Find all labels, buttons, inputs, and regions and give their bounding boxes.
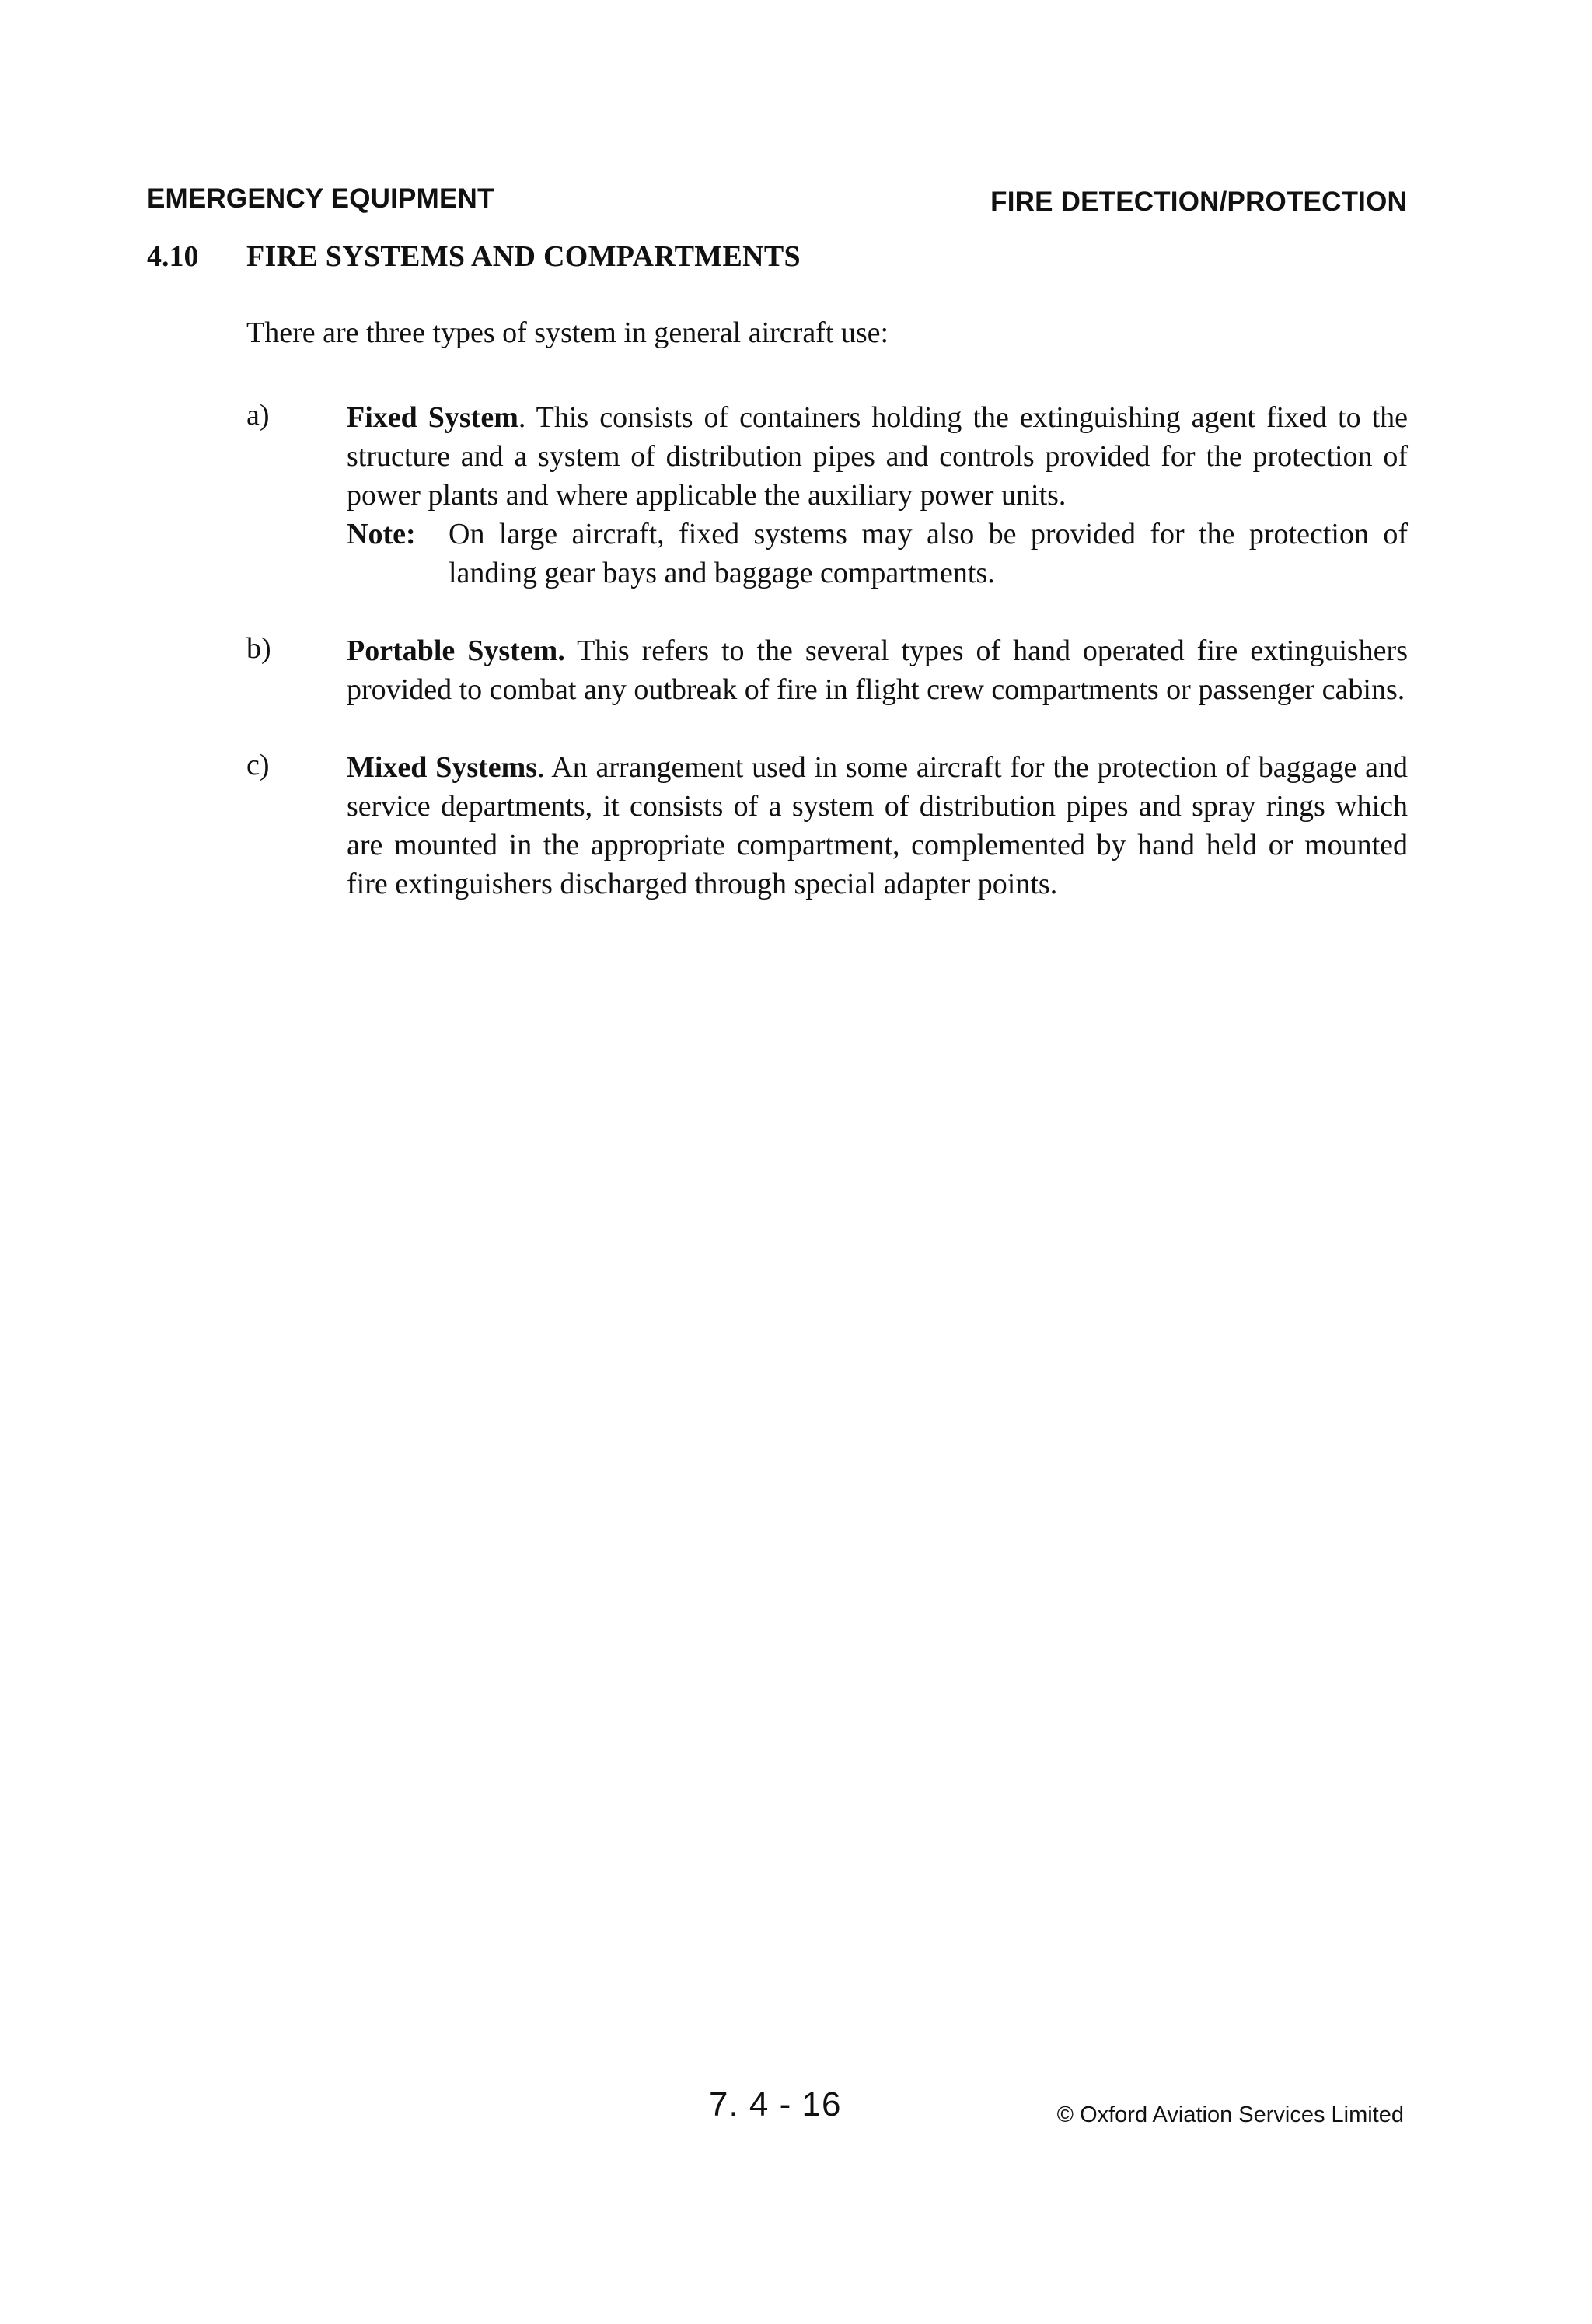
list-item-term: Mixed Systems bbox=[347, 751, 538, 784]
list-item-letter: c) bbox=[246, 749, 270, 781]
list-item-mixed-systems bbox=[246, 748, 1408, 911]
list-item-portable-system bbox=[246, 631, 1408, 717]
list-item-text: This refers to the several types of hand operated fire extinguishers provided to combat any outbreak of fire in flight crew compartments or passenger cabins. bbox=[347, 634, 1408, 706]
note bbox=[347, 515, 1408, 592]
note-text: On large aircraft, fixed systems may also be provided for the protection of landing gear bays and baggage compartments. bbox=[449, 518, 1408, 589]
note-label: Note: bbox=[347, 518, 416, 550]
list-item-letter: a) bbox=[246, 399, 270, 432]
page-number: 7. 4 - 16 bbox=[709, 2085, 842, 2123]
list-item-body bbox=[347, 631, 1408, 709]
running-header-left: EMERGENCY EQUIPMENT bbox=[147, 183, 494, 214]
list-item-term: Fixed System bbox=[347, 401, 518, 434]
copyright-notice: © Oxford Aviation Services Limited bbox=[1056, 2102, 1404, 2127]
section-title: FIRE SYSTEMS AND COMPARTMENTS bbox=[246, 240, 801, 273]
list-item-body bbox=[347, 748, 1408, 903]
list-item-text: . An arrangement used in some aircraft for the protection of baggage and service departments, it consists of a system of distribution pipes and spray rings which are mounted in the appropriate compartment, complemented by hand held or mounted fire extinguishers discharged through special adapter points. bbox=[347, 751, 1408, 900]
list-item-body bbox=[347, 398, 1408, 592]
list-item-paragraph bbox=[347, 401, 1408, 512]
section-intro: There are three types of system in general aircraft use: bbox=[246, 316, 889, 349]
list-item-term: Portable System. bbox=[347, 634, 565, 667]
section-number: 4.10 bbox=[147, 240, 199, 273]
list-item-letter: b) bbox=[246, 632, 271, 665]
running-header-right: FIRE DETECTION/PROTECTION bbox=[990, 187, 1407, 217]
list-item-text: . This consists of containers holding the extinguishing agent fixed to the structure and a system of distribution pipes and controls provided for the protection of power plants and where applicable the auxiliary power units. bbox=[347, 401, 1408, 512]
list-item-fixed-system bbox=[246, 398, 1408, 600]
